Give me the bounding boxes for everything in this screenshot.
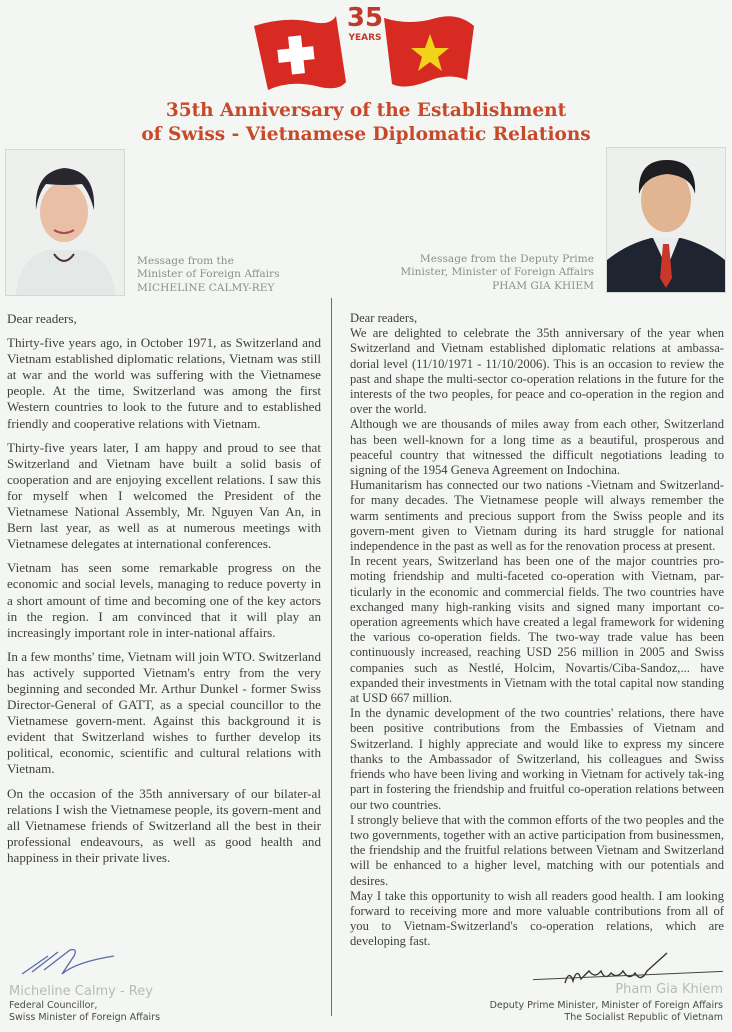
paragraph: On the occasion of the 35th anniversary of our bilater-al relations I wish the Vietnamese people, its govern-ment and all Vietnamese friends of Switzerland all the best in their professional endeavours, as well as good health and happiness in their private lives. [7, 785, 321, 865]
paragraph: We are delighted to celebrate the 35th anniversary of the year when Switzerland and Vietnam established diplomatic relations at ambassa-dorial level (11/10/1971 - 11/10/2006). This is an occasion to review the past and shape the multi-sector co-operation relations in the future for the interests of the two peoples, for peace and co-operation in the region and over the world. [350, 326, 724, 417]
paragraph: Although we are thousands of miles away from each other, Switzerland has been well-known for a long time as a beautiful, prosperous and peaceful country that witnessed the difficult negotiations leading to signing of the 1954 Geneva Agreement on Indochina. [350, 417, 724, 478]
caption-left-line: Message from the [137, 255, 234, 267]
caption-right-line: Minister, Minister of Foreign Affairs [400, 266, 594, 279]
caption-right-name: PHAM GIA KHIEM [492, 279, 594, 292]
letter-right [350, 311, 724, 950]
logo-word: YEARS [348, 33, 382, 43]
paragraph: Thirty-five years ago, in October 1971, as Switzerland and Vietnam established diplomatic relations, Vietnam was still at war and the world was suffering with the Vietnamese people. At the time, Switzerland was among the first Western countries to look to the future and to established friendly and cooperative relations with Vietnam. [7, 335, 321, 431]
greeting: Dear readers, [350, 311, 418, 325]
signature-role-right [490, 1000, 723, 1023]
signature-name-left: Micheline Calmy - Rey [9, 984, 153, 999]
signature-role-line: Swiss Minister of Foreign Affairs [9, 1011, 161, 1023]
caption-left-line: Minister of Foreign Affairs [137, 268, 280, 281]
page-title-line-1: 35th Anniversary of the Establishment [165, 100, 567, 121]
portrait-pham-gia-khiem [606, 147, 726, 293]
paragraph: I strongly believe that with the common efforts of the two peoples and the two governments, together with an active participation from businessmen, the friendship and the fruitful relations between Vietnam and Switzerland will be enhanced to a higher level, matching with our potentials and desires. [350, 812, 724, 888]
paragraph: In the dynamic development of the two countries' relations, there have been positive contributions from the Embassies of Vietnam and Switzerland. I highly appreciate and would like to express my sincere thanks to the Ambassador of Switzerland, his colleagues and Swiss friends who have been living and working in Vietnam for actively tak-ing part in fostering the friendship and fruitful co-operation relations between our two countries. [350, 706, 724, 812]
portrait-calmy-rey [5, 149, 125, 296]
logo-number: 35 [346, 3, 384, 33]
greeting: Dear readers, [7, 311, 77, 326]
caption-right [400, 253, 594, 293]
signature-role-line: The Socialist Republic of Vietnam [564, 1011, 723, 1023]
caption-left-name: MICHELINE CALMY-REY [137, 281, 275, 294]
page-title-line-2: of Swiss - Vietnamese Diplomatic Relations [141, 124, 591, 145]
signature-role-left [9, 1000, 160, 1023]
paragraph: May I take this opportunity to wish all readers good health. I am looking forward to receiving more and more valuable contributions from all of you to Vietnam-Switzerland's co-operation relations, which are developing fast. [350, 888, 724, 949]
signature-role-line: Deputy Prime Minister, Minister of Foreign Affairs [489, 1000, 723, 1011]
signature-name-right: Pham Gia Khiem [615, 982, 723, 997]
column-divider [331, 298, 332, 1016]
paragraph: Thirty-five years later, I am happy and proud to see that Switzerland and Vietnam have built a solid basis of cooperation and are enjoying excellent relations. I saw this for myself when I welcomed the President of the Vietnamese National Assembly, Mr. Nguyen Van An, in Bern last year, as well as at numerous meetings with Vietnamese delegates at international conferences. [7, 439, 321, 552]
signature-role-line: Federal Councillor, [9, 1000, 98, 1011]
caption-left [137, 255, 280, 295]
paragraph: In a few months' time, Vietnam will join WTO. Switzerland has actively supported Vietnam's entry from the very beginning and seconded Mr. Arthur Dunkel - former Swiss Director-General of GATT, as a special councillor to the Vietnamese govern-ment. Against this background it is evident that Switzerland wishes to further develop its political, economic, scientific and cultural relations with Vietnam. [7, 648, 321, 777]
paragraph: Humanitarism has connected our two nations -Vietnam and Switzerland- for many decades. The Vietnamese people will always remember the warm sentiments and precious support from the Swiss people and its govern-ment given to Vietnam during its hard struggle for national independence in the past as well as for the renovation process at present. [350, 478, 724, 554]
signature-calmy-rey [18, 946, 118, 978]
anniversary-logo [250, 0, 480, 95]
paragraph: In recent years, Switzerland has been one of the major countries pro-moting friendship and multi-faceted co-operation with Vietnam, par-ticularly in the economic and commercial fields. The two countries have exchanged many high-ranking visits and signed many important co-operation agreements which have created a legal framework for widening the various co-operation fields. The two-way trade value has been continuously increased, reaching USD 256 million in 2005 and Swiss companies such as Nestlé, Holcim, Novartis/Ciba-Sandoz,... have expanded their investments in Vietnam with the total capital now standing at USD 667 million. [350, 554, 724, 706]
letter-left [7, 311, 321, 874]
paragraph: Vietnam has seen some remarkable progress on the economic and social levels, managing to reduce poverty in a short amount of time and becoming one of the key actors in the region. I am convinced that it will play an increasingly important role in inter-national affairs. [7, 560, 321, 640]
caption-right-line: Message from the Deputy Prime [419, 253, 594, 265]
